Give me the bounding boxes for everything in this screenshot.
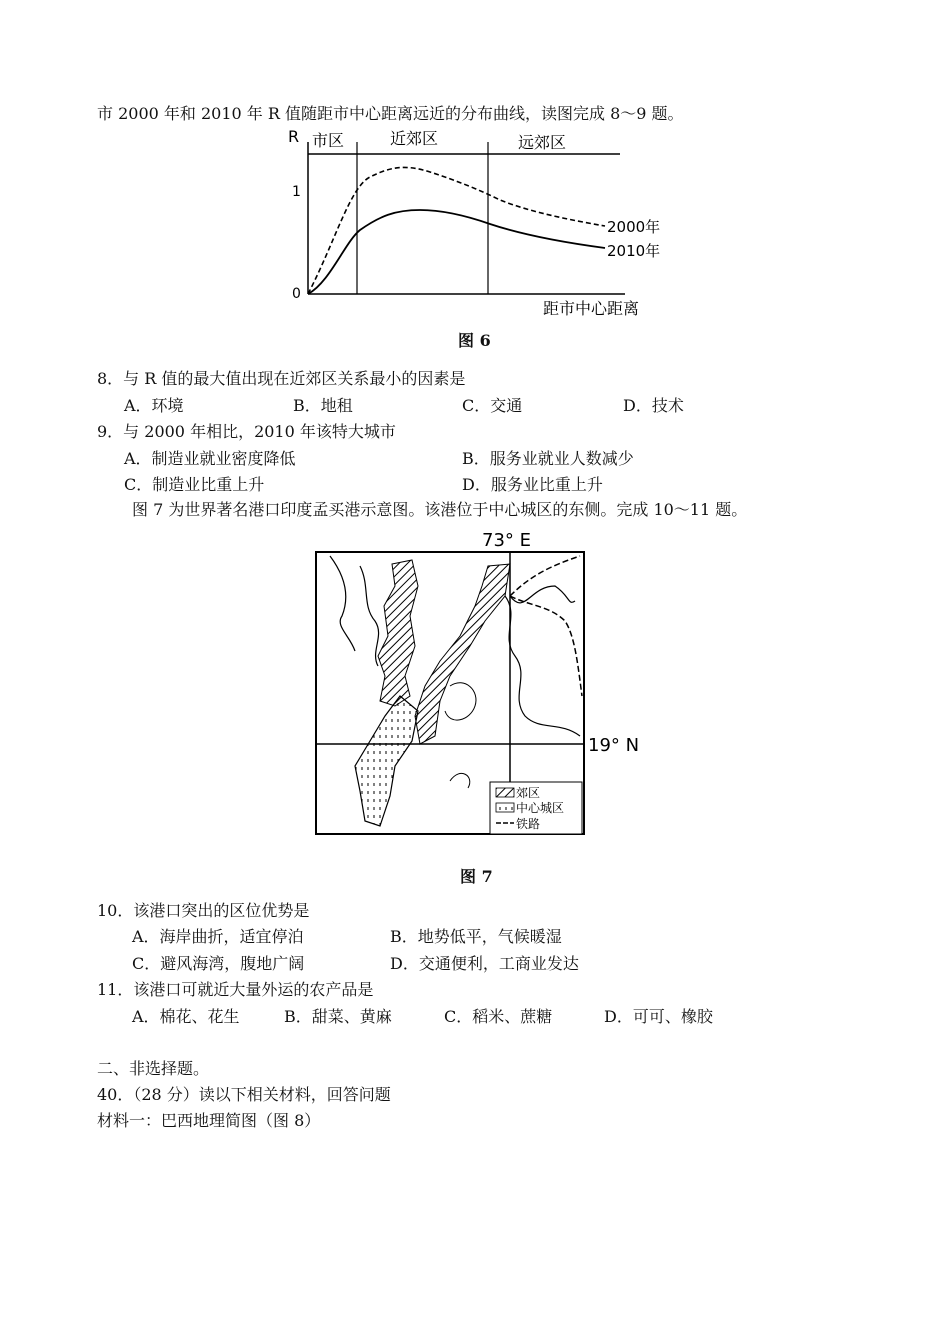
- figure-6: [280, 122, 700, 322]
- figure-7-caption: 图 7: [460, 867, 493, 886]
- q8-option-b: B．地租: [293, 396, 353, 415]
- q9-stem: 9．与 2000 年相比，2010 年该特大城市: [97, 422, 396, 441]
- q8-option-d: D．技术: [623, 396, 684, 415]
- q8-option-c: C．交通: [462, 396, 523, 415]
- suburb-area: [378, 560, 418, 706]
- y-axis-label: R: [288, 127, 300, 146]
- curve-2010: [308, 210, 605, 294]
- intro-line: 市 2000 年和 2010 年 R 值随距市中心距离远近的分布曲线，读图完成 8～9 题。: [97, 104, 684, 123]
- fig7-intro: 图 7 为世界著名港口印度孟买港示意图。该港位于中心城区的东侧。完成 10～11 题。: [132, 500, 748, 519]
- q11-option-b: B．甜菜、黄麻: [284, 1007, 392, 1026]
- q10-option-b: B．地势低平，气候暖湿: [390, 927, 562, 946]
- q9-option-b: B．服务业就业人数减少: [462, 449, 634, 468]
- x-axis-label: 距市中心距离: [543, 299, 640, 318]
- q8-stem: 8．与 R 值的最大值出现在近郊区关系最小的因素是: [97, 369, 466, 388]
- series-label-2010: 2010年: [607, 242, 661, 260]
- q40-stem: 40．（28 分）读以下相关材料，回答问题: [97, 1085, 391, 1104]
- q9-option-a: A．制造业就业密度降低: [124, 449, 296, 468]
- section-2-heading: 二、非选择题。: [97, 1059, 210, 1078]
- q10-option-a: A．海岸曲折，适宜停泊: [132, 927, 304, 946]
- zone-label-far-suburb: 远郊区: [518, 133, 567, 152]
- series-label-2000: 2000年: [607, 218, 661, 236]
- q11-option-d: D．可可、橡胶: [604, 1007, 713, 1026]
- q10-stem: 10．该港口突出的区位优势是: [97, 901, 310, 920]
- legend-central-city: 中心城区: [516, 801, 565, 815]
- zone-label-urban: 市区: [312, 131, 345, 150]
- railway-line: [510, 556, 580, 596]
- q9-option-d: D．服务业比重上升: [462, 475, 603, 494]
- q11-option-c: C．稻米、蔗糖: [444, 1007, 553, 1026]
- figure-6-caption: 图 6: [458, 331, 491, 350]
- material-1: 材料一：巴西地理简图（图 8）: [97, 1111, 321, 1130]
- q11-stem: 11．该港口可就近大量外运的农产品是: [97, 980, 374, 999]
- latitude-label: 19° N: [588, 735, 640, 756]
- zone-label-near-suburb: 近郊区: [390, 129, 439, 148]
- q9-option-c: C．制造业比重上升: [124, 475, 265, 494]
- legend-railway: 铁路: [516, 817, 541, 831]
- q8-option-a: A．环境: [124, 396, 184, 415]
- q10-option-c: C．避风海湾，腹地广阔: [132, 954, 305, 973]
- legend-suburb: 郊区: [516, 786, 541, 800]
- curve-2000: [308, 167, 605, 294]
- central-city-area: [355, 696, 418, 826]
- q10-option-d: D．交通便利，工商业发达: [390, 954, 579, 973]
- q11-option-a: A．棉花、花生: [132, 1007, 240, 1026]
- figure-7-map: [300, 526, 660, 840]
- longitude-label: 73° E: [482, 530, 531, 551]
- y-tick-1: 1: [292, 184, 301, 200]
- y-tick-0: 0: [292, 286, 301, 302]
